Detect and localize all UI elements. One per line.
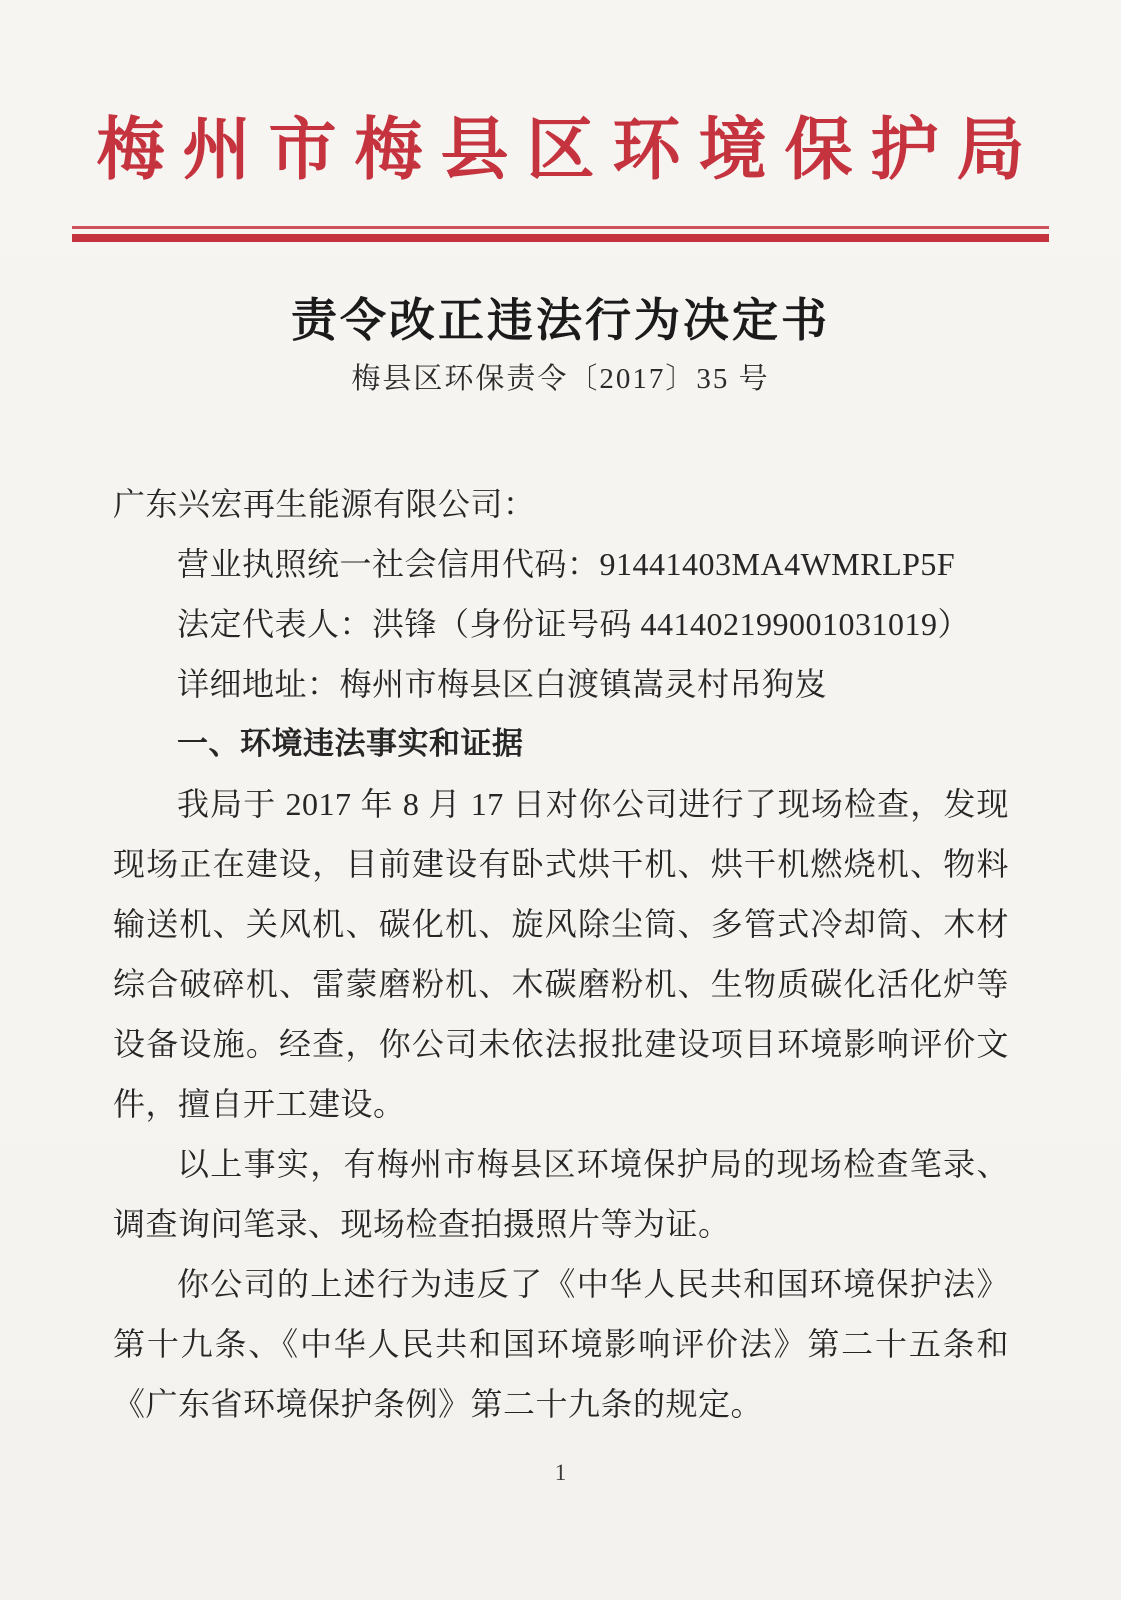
section-heading-facts-and-evidence: 一、环境违法事实和证据 xyxy=(177,725,524,761)
header-rule-thick xyxy=(72,234,1049,242)
header-rule xyxy=(72,226,1049,242)
recipient-line: 广东兴宏再生能源有限公司： xyxy=(113,485,536,522)
page-number: 1 xyxy=(554,1459,567,1485)
document-title: 责令改正违法行为决定书 xyxy=(291,295,830,346)
paragraph-evidence: 以上事实，有梅州市梅县区环境保护局的现场检查笔录、调查询问笔录、现场检查拍摄照片等为证。 xyxy=(113,1145,1009,1242)
agency-name: 梅州市梅县区环境保护局 xyxy=(96,112,1043,188)
header-rule-thin xyxy=(72,226,1049,229)
document-body xyxy=(113,474,1009,1434)
credit-code-line: 营业执照统一社会信用代码：91441403MA4WMRLP5F xyxy=(177,545,956,582)
paragraph-inspection-facts: 我局于 2017 年 8 月 17 日对你公司进行了现场检查，发现现场正在建设，目前建设有卧式烘干机、烘干机燃烧机、物料输送机、关风机、碳化机、旋风除尘筒、多管式冷却筒、木材综合破碎机、雷蒙磨粉机、木碳磨粉机、生物质碳化活化炉等设备设施。经查，你公司未依法报批建设项目环境影响评价文件，擅自开工建设。 xyxy=(113,785,1009,1122)
paragraph-violated-laws: 你公司的上述行为违反了《中华人民共和国环境保护法》第十九条、《中华人民共和国环境影响评价法》第二十五条和《广东省环境保护条例》第二十九条的规定。 xyxy=(113,1265,1009,1422)
address-line: 详细地址：梅州市梅县区白渡镇嵩灵村吊狗岌 xyxy=(177,665,828,702)
legal-representative-line: 法定代表人：洪锋（身份证号码 441402199001031019） xyxy=(177,605,971,642)
document-number: 梅县区环保责令〔2017〕35 号 xyxy=(351,362,770,395)
